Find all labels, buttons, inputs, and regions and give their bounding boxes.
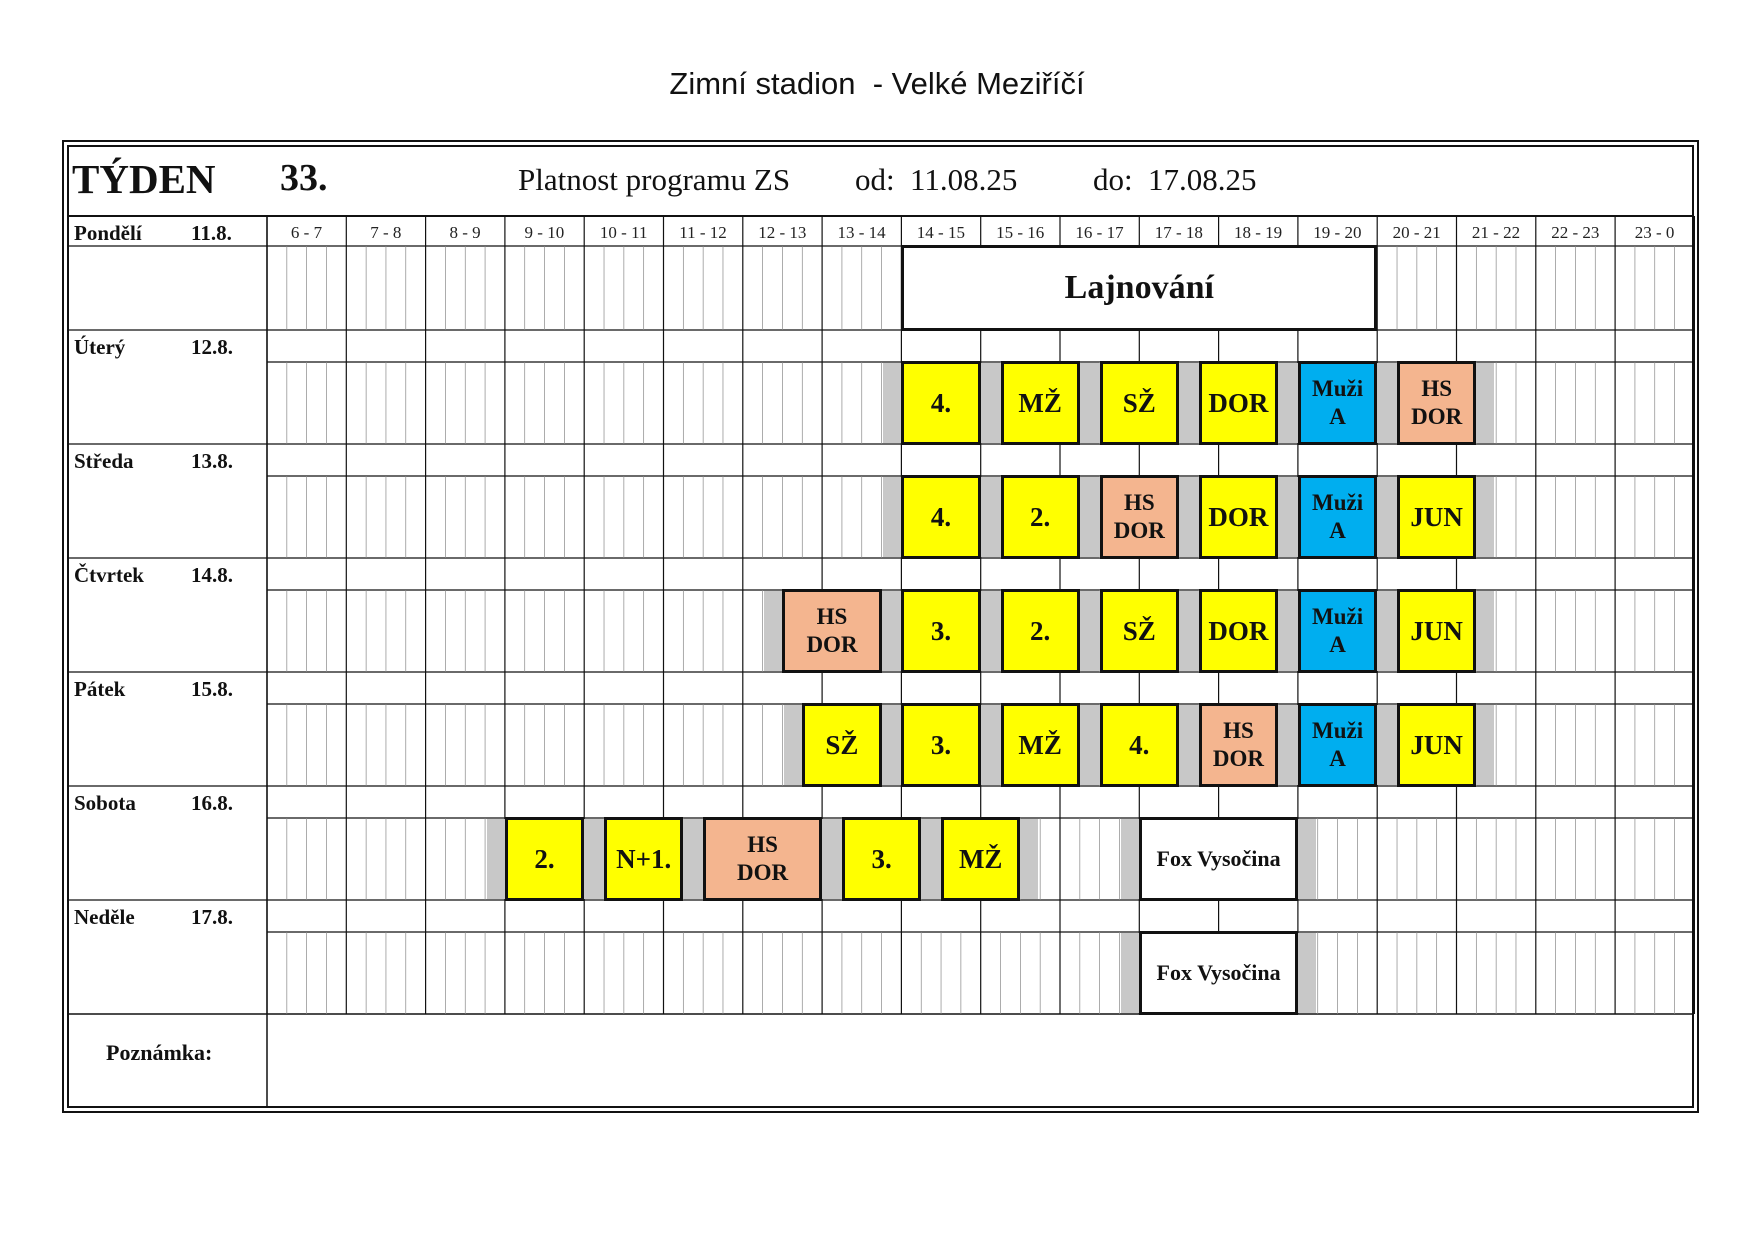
block-label: JUN (1410, 501, 1463, 532)
schedule-block (1100, 589, 1179, 673)
block-label: HS (1223, 718, 1254, 744)
block-label: Lajnování (1064, 268, 1214, 306)
hour-label: 14 - 15 (916, 223, 965, 242)
schedule-block (1199, 589, 1278, 673)
hour-label: 17 - 18 (1154, 223, 1203, 242)
block-shadow (487, 819, 505, 899)
block-label: A (1329, 746, 1346, 771)
schedule-block (901, 703, 980, 787)
block-label: MŽ (958, 843, 1003, 874)
block-label: DOR (1208, 501, 1269, 532)
schedule-block (1397, 703, 1476, 787)
schedule-block (842, 817, 921, 901)
block-shadow (883, 477, 901, 557)
block-label: DOR (1212, 746, 1264, 771)
hour-label: 16 - 17 (1075, 223, 1124, 242)
block-label: DOR (806, 632, 858, 657)
schedule-block (1298, 475, 1377, 559)
block-shadow (983, 705, 1001, 785)
schedule-block (1139, 931, 1298, 1015)
block-label: JUN (1410, 729, 1463, 760)
block-shadow (1181, 477, 1199, 557)
schedule-block (901, 475, 980, 559)
hour-label: 9 - 10 (524, 223, 565, 242)
schedule-block (1100, 475, 1179, 559)
block-label: HS (1123, 490, 1155, 516)
hour-label: 18 - 19 (1234, 223, 1283, 242)
block-label: Muži (1311, 376, 1364, 402)
block-label: Muži (1311, 604, 1364, 630)
block-shadow (983, 477, 1001, 557)
block-label: 2. (1030, 615, 1051, 646)
block-label: 3. (930, 729, 952, 760)
block-shadow (1476, 363, 1494, 443)
block-shadow (983, 363, 1001, 443)
block-label: 4. (1129, 729, 1150, 760)
day-name: Čtvrtek (74, 563, 144, 587)
block-shadow (764, 591, 782, 671)
block-shadow (685, 819, 703, 899)
day-date: 16.8. (191, 791, 233, 815)
block-label: Fox Vysočina (1156, 959, 1281, 985)
schedule-block (1397, 361, 1476, 445)
week-number: 33. (280, 157, 328, 199)
block-label: A (1329, 518, 1346, 543)
validity-label: Platnost programu ZS (518, 162, 791, 197)
block-shadow (1379, 705, 1397, 785)
block-shadow (1280, 591, 1298, 671)
block-label: A (1329, 404, 1346, 429)
schedule-block (1199, 475, 1278, 559)
block-shadow (1020, 819, 1038, 899)
schedule-block (1298, 589, 1377, 673)
schedule-block (1001, 361, 1080, 445)
block-label: SŽ (1122, 387, 1156, 418)
block-shadow (1082, 477, 1100, 557)
block-label: Fox Vysočina (1156, 845, 1281, 871)
hour-label: 10 - 11 (599, 223, 648, 242)
hour-label: 22 - 23 (1551, 223, 1600, 242)
block-shadow (923, 819, 941, 899)
to-date: 17.08.25 (1148, 162, 1257, 197)
block-label: 3. (930, 615, 952, 646)
schedule-block (1139, 817, 1298, 901)
block-shadow (983, 591, 1001, 671)
block-shadow (1476, 705, 1494, 785)
block-shadow (1476, 477, 1494, 557)
day-date: 14.8. (191, 563, 233, 587)
block-shadow (1181, 363, 1199, 443)
block-shadow (1082, 591, 1100, 671)
week-label: TÝDEN (72, 156, 216, 202)
schedule-block (604, 817, 683, 901)
block-label: 4. (930, 387, 952, 418)
day-date: 17.8. (191, 905, 233, 929)
schedule-block (1001, 703, 1080, 787)
block-shadow (883, 363, 901, 443)
block-label: A (1329, 632, 1346, 657)
day-date: 13.8. (191, 449, 233, 473)
day-name: Neděle (74, 905, 135, 929)
schedule-block (901, 245, 1377, 331)
hour-label: 13 - 14 (837, 223, 886, 242)
block-shadow (1298, 933, 1316, 1013)
schedule-block (1298, 361, 1377, 445)
block-label: SŽ (825, 729, 859, 760)
schedule-block (703, 817, 822, 901)
block-label: DOR (1411, 404, 1463, 429)
page-title: Zimní stadion - Velké Meziříčí (669, 66, 1085, 101)
block-shadow (1280, 705, 1298, 785)
schedule-block (941, 817, 1020, 901)
schedule-block (1199, 361, 1278, 445)
block-label: Muži (1311, 490, 1364, 516)
to-label: do: (1093, 162, 1133, 197)
day-name: Pátek (74, 677, 126, 701)
day-date: 12.8. (191, 335, 233, 359)
schedule-block (901, 361, 980, 445)
block-label: 2. (534, 843, 555, 874)
day-name: Sobota (74, 791, 136, 815)
block-shadow (586, 819, 604, 899)
hour-label: 20 - 21 (1392, 223, 1441, 242)
hour-label: 8 - 9 (449, 223, 481, 242)
from-date: 11.08.25 (910, 162, 1018, 197)
block-shadow (1379, 591, 1397, 671)
block-shadow (883, 591, 901, 671)
block-label: DOR (737, 860, 789, 885)
hour-label: 7 - 8 (370, 223, 402, 242)
hour-label: 21 - 22 (1471, 223, 1521, 242)
note-label: Poznámka: (106, 1040, 213, 1065)
schedule-block (1397, 589, 1476, 673)
day-date: 11.8. (191, 221, 232, 245)
block-shadow (1298, 819, 1316, 899)
schedule-block (1397, 475, 1476, 559)
block-shadow (1280, 477, 1298, 557)
block-shadow (1379, 477, 1397, 557)
schedule-block (901, 589, 980, 673)
block-label: 2. (1030, 501, 1051, 532)
schedule-block (1298, 703, 1377, 787)
block-label: 3. (871, 843, 892, 874)
block-shadow (824, 819, 842, 899)
from-label: od: (855, 162, 895, 197)
block-label: DOR (1208, 387, 1269, 418)
block-label: JUN (1410, 615, 1463, 646)
block-label: DOR (1208, 615, 1269, 646)
hour-label: 12 - 13 (758, 223, 807, 242)
hour-label: 11 - 12 (679, 223, 727, 242)
day-name: Pondělí (74, 221, 142, 245)
block-label: SŽ (1122, 615, 1156, 646)
block-label: HS (1421, 376, 1452, 402)
block-label: Muži (1311, 718, 1364, 744)
block-label: HS (747, 832, 778, 858)
block-shadow (1082, 363, 1100, 443)
schedule-block (1001, 589, 1080, 673)
schedule-block (1100, 703, 1179, 787)
schedule-block (1199, 703, 1278, 787)
day-name: Úterý (74, 335, 126, 359)
block-label: MŽ (1018, 729, 1062, 760)
block-shadow (1476, 591, 1494, 671)
block-shadow (883, 705, 901, 785)
block-shadow (1121, 819, 1139, 899)
day-name: Středa (74, 449, 134, 473)
schedule-block (1100, 361, 1179, 445)
block-label: MŽ (1018, 387, 1062, 418)
block-shadow (1181, 705, 1199, 785)
block-shadow (1280, 363, 1298, 443)
block-label: HS (816, 604, 848, 630)
schedule-block (1001, 475, 1080, 559)
hour-label: 15 - 16 (996, 223, 1045, 242)
schedule-block (782, 589, 881, 673)
block-shadow (784, 705, 802, 785)
block-label: 4. (930, 501, 952, 532)
schedule-block (505, 817, 584, 901)
block-shadow (1181, 591, 1199, 671)
schedule-block (802, 703, 881, 787)
block-shadow (1121, 933, 1139, 1013)
hour-label: 6 - 7 (290, 223, 323, 242)
block-shadow (1379, 363, 1397, 443)
hour-label: 19 - 20 (1313, 223, 1362, 242)
block-label: N+1. (616, 843, 672, 874)
day-date: 15.8. (191, 677, 233, 701)
block-label: DOR (1113, 518, 1165, 543)
hour-label: 23 - 0 (1634, 223, 1675, 242)
block-shadow (1082, 705, 1100, 785)
